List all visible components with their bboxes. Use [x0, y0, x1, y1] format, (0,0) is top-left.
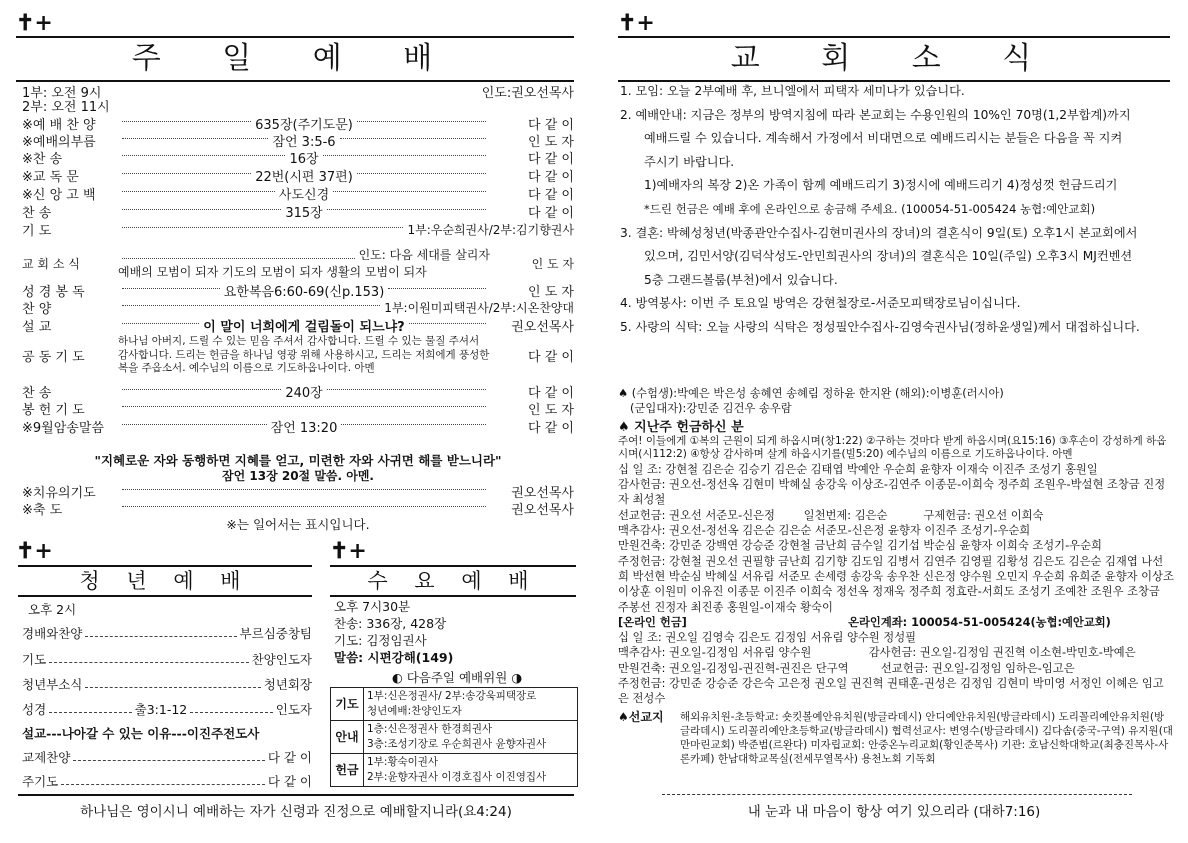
wednesday-hymn: 찬송: 336장, 428장 — [334, 616, 447, 631]
worship-row-value: 사도신경 — [278, 188, 330, 203]
worship-row-label: ※축 도 — [22, 503, 63, 518]
worship-row — [22, 316, 574, 335]
worship-row-label: ※9월암송말씀 — [22, 421, 104, 436]
youth-row — [22, 700, 312, 718]
service-first: 1부: 오전 9시 — [22, 86, 102, 101]
news-item: 5. 사랑의 식탁: 오늘 사랑의 식탁은 정성필안수집사-김영숙권사님(정하윤생일)께서 대접하십니다. — [620, 319, 1140, 334]
offering-title: ♠ 지난주 헌금하신 분 — [618, 419, 744, 435]
offering-line: 주정헌금: 강현철 권오선 권필향 금난희 김기향 김도임 김병서 김연주 김영필 김황성 김은도 김은순 김재엽 나선희 박선현 박순심 박혜실 서유림 서준모 손세령 송강욱 송우찬 신은정 양수원 오민지 우순희 유희준 윤향자 이상조 이상훈 이원미 이유진 이종문 이진주 이희숙 정선옥 정재욱 정주희 정효란-서희도 조성기 조예찬 조원우 조창금 주봉선 진정자 최진종 홍원일-이재숙 황숙이 — [618, 554, 1178, 614]
news-item: 예배드릴 수 있습니다. 계속해서 가정에서 비대면으로 예배드리시는 분들은 다음을 꼭 지켜 — [644, 131, 1123, 146]
news-title: 교 회 소 식 — [618, 36, 1170, 82]
offering-line: 감사헌금: 권오선-정선옥 김현미 박혜실 송강욱 이상조-김연주 이종문-이희숙 정주희 조원우-박설현 조창금 진정자 최성철 — [618, 478, 1166, 507]
offering-line: 맥추감사: 권오선-정선옥 김은순 김은순 서준모-신은정 윤향자 이진주 조성기-우순희 — [618, 524, 1031, 538]
committee-members — [364, 688, 578, 721]
worship-row-responsible: 다 같 이 — [528, 206, 574, 221]
wednesday-sermon: 말씀: 시편강해(149) — [334, 650, 454, 665]
worship-row-value: 1부:이원미피택권사/2부:시온찬양대 — [384, 301, 574, 315]
cross-icon: ✝+ — [330, 538, 367, 564]
offering-line: 맥추감사: 권오일-김정임 서유림 양수원 감사헌금: 권오일-김정임 권진혁 이소현-박민호-박예은 — [618, 646, 1136, 660]
worship-row — [22, 148, 574, 167]
worship-row-content — [118, 506, 490, 511]
committee-members — [364, 721, 578, 754]
worship-row — [22, 202, 574, 221]
right-panel — [604, 0, 1182, 843]
left-panel — [0, 0, 586, 843]
offering-line: [온라인 헌금] 온라인계좌: 100054-51-005424(농협:예안교회) — [618, 615, 1111, 629]
wednesday-info — [334, 598, 453, 666]
youth-row-label: 성경 — [22, 702, 47, 717]
worship-row-label: 공 동 기 도 — [22, 349, 85, 365]
youth-row-label: 경배와찬양 — [22, 626, 83, 641]
committee-row — [331, 688, 578, 721]
worship-row-responsible: 다 같 이 — [528, 386, 574, 401]
army-line: (군입대자):강민준 김건우 송우람 — [630, 402, 792, 416]
youth-row-label: 기도 — [22, 652, 47, 667]
committee-row — [331, 754, 578, 787]
worship-row-content — [118, 489, 490, 494]
memory-verse: "지혜로운 자와 동행하면 지혜를 얻고, 미련한 자와 사귀면 해를 받느니라" — [94, 453, 502, 468]
youth-row-label: 주기도 — [22, 774, 59, 789]
exam-line: ♠ (수험생):박예은 박은성 송혜연 송혜림 정하윤 한지완 (해외):이병훈(러시아) — [618, 387, 1004, 400]
worship-row-content — [118, 246, 490, 280]
worship-row-value: 잠언 13:20 — [270, 421, 338, 436]
worship-row — [22, 335, 574, 376]
worship-row-responsible: 인 도 자 — [528, 135, 574, 150]
worship-row-value: 요한복음6:60-69(신p.153) — [223, 285, 385, 300]
worship-row-responsible: 인 도 자 — [528, 285, 574, 300]
youth-row — [22, 748, 312, 766]
news-item: 1. 모임: 오늘 2부예배 후, 브니엘에서 피택자 세미나가 있습니다. — [620, 84, 965, 98]
mission-label: ♠선교지 — [618, 709, 664, 724]
worship-row-content — [118, 184, 490, 203]
youth-row-label: 교제찬양 — [22, 750, 71, 765]
worship-row-label: 찬 양 — [22, 302, 52, 317]
left-footer-verse: 하나님은 영이시니 예배하는 자가 신령과 진정으로 예배할지니라(요4:24) — [18, 794, 574, 820]
news-motto: 예배의 모범이 되자 기도의 모범이 되자 생활의 모범이 되자 — [118, 265, 427, 279]
youth-row — [22, 772, 312, 790]
committee-line: 3층:조성기장로 우순희권사 윤향자권사 — [367, 738, 547, 750]
youth-row-responsible: 찬양인도자 — [251, 652, 312, 667]
committee-line: 1부:황숙이권사 — [367, 756, 439, 768]
worship-row — [22, 184, 574, 203]
worship-row-value: 22번(시편 37편) — [255, 170, 353, 185]
worship-row-responsible: 인 도 자 — [528, 403, 574, 418]
worship-row-responsible: 다 같 이 — [528, 421, 574, 436]
committee-line: 1부:신은정권사/ 2부:송강욱피택장로 — [367, 690, 537, 702]
news-item: 5층 그랜드볼룸(부천)에서 있습니다. — [644, 272, 838, 287]
worship-row-value: 240장 — [285, 386, 323, 401]
worship-row — [22, 220, 574, 239]
offering-line: 만원건축: 권오일-김정임-권진혁-권진은 단구역 선교헌금: 권오일-김정임 임하은-임고은 — [618, 661, 1075, 675]
offering-lines — [618, 462, 1178, 707]
offering-line: 십 일 조: 강현철 김은순 김승기 김은순 김태엽 박예안 우순희 윤향자 이재숙 이진주 조성기 홍원일 — [618, 462, 1098, 476]
youth-row-responsible: 다 같 이 — [267, 774, 312, 789]
offering-section — [618, 386, 1178, 766]
worship-row-label: 봉 헌 기 도 — [22, 403, 85, 418]
news-item: 주시기 바랍니다. — [644, 154, 735, 169]
worship-row-content — [118, 299, 574, 316]
worship-title: 주 일 예 배 — [16, 36, 574, 82]
offering-line: 주정헌금: 강민준 강승준 강은숙 고은정 권오일 권진혁 권태훈-권성은 김정임 김현미 박미영 서정인 이혜은 임고은 전성수 — [618, 677, 1164, 706]
committee-line: 청년예배:찬양인도자 — [367, 705, 462, 717]
youth-row-responsible: 인도자 — [275, 702, 312, 717]
worship-row-responsible: 권오선목사 — [511, 503, 574, 518]
news-item: *드린 헌금은 예배 후에 온라인으로 송금해 주세요. (100054-51-005424 농협:예안교회) — [644, 201, 1096, 216]
youth-time: 오후 2시 — [28, 602, 77, 617]
worship-row-responsible: 권오선목사 — [511, 320, 574, 335]
youth-row-responsible: 부르심중창팀 — [239, 626, 312, 641]
worship-row-label: ※신 앙 고 백 — [22, 188, 96, 203]
worship-row — [22, 298, 574, 317]
worship-row — [22, 166, 574, 185]
service-second: 2부: 오전 11시 — [22, 100, 110, 115]
committee-role: 안내 — [331, 721, 364, 754]
youth-row — [22, 675, 312, 693]
worship-row-content — [118, 406, 490, 411]
mission-text: 해외유치원-초등학교: 숏킷볼예안유치원(방글라데시) 안디예안유치원(방글라데시) 도리꼴리예안유치원(방글라데시) 도리꼴리예안초등학교(방글라데시) 협력선교사: 변영수(방글라데시) 김다솜(중국-구역) 유지원(대만마린교회) 박준범(르완다) 미자립교회: 안중온누리교회(황인준목사) 기관: 호남신학대학교(최충진목사-사론카페) 한남대학교목실(전세무열목사) 용천노회 기독회 — [680, 710, 1173, 765]
worship-row-label: 찬 송 — [22, 206, 52, 221]
standing-note: ※는 일어서는 표시입니다. — [226, 517, 370, 532]
worship-row-responsible: 다 같 이 — [528, 118, 574, 133]
worship-row-value: 635장(주기도문) — [255, 118, 353, 133]
worship-row-label: 기 도 — [22, 224, 52, 239]
worship-row-value: 315장 — [285, 206, 323, 221]
news-item: 4. 방역봉사: 이번 주 토요일 방역은 강현철장로-서준모피택장로님이십니다. — [620, 296, 1021, 311]
cross-icon: ✝+ — [16, 538, 53, 564]
worship-row-label: ※예배의부름 — [22, 135, 96, 150]
news-item: 1)예배자의 복장 2)온 가족이 함께 예배드리기 3)정시에 예배드리기 4)정성껏 헌금드리기 — [644, 178, 1118, 193]
wednesday-time: 오후 7시30분 — [334, 599, 411, 614]
wednesday-title: 수 요 예 배 — [330, 565, 576, 597]
worship-row-content — [118, 148, 490, 167]
youth-row-responsible: 청년회장 — [263, 677, 312, 692]
youth-row-middle: 출3:1-12 — [134, 702, 188, 717]
worship-row-responsible: 다 같 이 — [528, 152, 574, 167]
youth-row — [22, 624, 312, 642]
worship-row-responsible: 인 도 자 — [531, 256, 574, 271]
offering-line: 십 일 조: 권오일 김영숙 김은도 김정임 서유림 양수원 정성필 — [618, 631, 917, 645]
committee-line: 2부:윤향자권사 이경호집사 이진영집사 — [367, 771, 547, 783]
worship-row-label: ※예 배 찬 양 — [22, 118, 96, 133]
worship-row-responsible: 다 같 이 — [528, 188, 574, 203]
worship-leader: 인도:권오선목사 — [481, 86, 574, 101]
cross-icon: ✝+ — [618, 10, 655, 36]
worship-row-value: 16장 — [289, 152, 319, 167]
worship-row-content — [118, 335, 490, 376]
offering-line: 만원건축: 강민준 강백연 강승준 강현철 금난희 금수일 김기섭 박순심 윤향자 이희숙 조성기-우순희 — [618, 539, 1102, 553]
right-footer-verse: 내 눈과 내 마음이 항상 여기 있으리라 (대하7:16) — [747, 804, 1041, 820]
offering-line: 선교헌금: 권오선 서준모-신은정 일천번제: 김은순 구제헌금: 권오선 이희숙 — [618, 508, 1044, 522]
worship-row-value: 1부:우순희권사/2부:김기향권사 — [407, 223, 574, 237]
news-item: 2. 예배안내: 지금은 정부의 방역지침에 따라 본교회는 수용인원의 10%인 70명(1,2부합계)까지 — [620, 107, 1131, 122]
memory-verse-ref: 잠언 13장 20절 말씀. 아멘. — [222, 469, 374, 483]
youth-row-label: 설교---나아갈 수 있는 이유---이진주전도사 — [22, 726, 260, 741]
committee-table — [330, 687, 578, 787]
worship-row-responsible: 다 같 이 — [528, 349, 574, 365]
worship-row-content — [118, 202, 490, 221]
committee-line: 1층:신은정권사 한경희권사 — [367, 723, 493, 735]
committee-row — [331, 721, 578, 754]
worship-row-content — [118, 221, 574, 238]
worship-row-content — [118, 316, 490, 335]
worship-row-responsible: 권오선목사 — [511, 486, 574, 501]
mission-block — [618, 710, 1174, 766]
worship-row-responsible: 다 같 이 — [528, 170, 574, 185]
worship-row-content — [118, 417, 490, 436]
news-list — [620, 80, 1168, 340]
cross-icon: ✝+ — [16, 10, 53, 36]
committee-title: ◐ 다음주일 예배위원 ◑ — [391, 670, 523, 685]
worship-row-content — [118, 166, 490, 185]
worship-row-value: 잠언 3:5-6 — [272, 135, 336, 150]
worship-row-label: ※찬 송 — [22, 152, 63, 167]
worship-row — [22, 399, 574, 418]
worship-row-label: ※치유의기도 — [22, 486, 96, 501]
worship-row-label: 설 교 — [22, 320, 52, 335]
committee-role: 헌금 — [331, 754, 364, 787]
worship-row-label: 교 회 소 식 — [22, 256, 80, 271]
youth-row-label: 청년부소식 — [22, 677, 83, 692]
news-theme: 인도: 다음 세대를 살리자 — [358, 248, 490, 262]
worship-row-value: 이 말이 너희에게 걸림돌이 되느냐? — [203, 320, 405, 335]
news-item: 있으며, 김민서양(김덕삭성도-안민희권사의 장녀)의 결혼식은 10일(주일) 오후3시 MJ컨벤션 — [644, 249, 1133, 264]
worship-row — [22, 417, 574, 436]
wednesday-prayer: 기도: 김정임권사 — [334, 633, 427, 648]
worship-row-label: 성 경 봉 독 — [22, 285, 85, 300]
youth-row — [22, 724, 312, 742]
committee-role: 기도 — [331, 688, 364, 721]
youth-row-responsible: 다 같 이 — [267, 750, 312, 765]
news-item: 3. 결혼: 박혜성청년(박종관안수집사-김현미권사의 장녀)의 결혼식이 9일(토) 오후1시 본교회에서 — [620, 225, 1138, 240]
offering-prayer: 주여! 이들에게 ①복의 근원이 되게 하옵시며(창1:22) ②구하는 것마다 받게 하옵시며(요15:16) ③후손이 강성하게 하옵시며(시112:2) ④항상 감사하며 살게 하옵시기를(빌5:20) 예수님의 이름으로 기도하옵나이다. 아멘 — [618, 434, 1167, 461]
worship-row-label: 찬 송 — [22, 386, 52, 401]
worship-row-label: ※교 독 문 — [22, 170, 79, 185]
committee-members — [364, 754, 578, 787]
youth-title: 청 년 예 배 — [18, 565, 312, 597]
worship-row — [22, 246, 574, 280]
youth-row — [22, 650, 312, 668]
common-prayer-text: 하나님 아버지, 드릴 수 있는 믿음 주셔서 감사합니다. 드릴 수 있는 물질 주셔서 감사합니다. 드리는 헌금을 하나님 영광 위해 사용하시고, 드리는 저희에게 풍성한 복을 주옵소서. 예수님의 이름으로 기도하옵나이다. 아멘 — [118, 335, 490, 374]
